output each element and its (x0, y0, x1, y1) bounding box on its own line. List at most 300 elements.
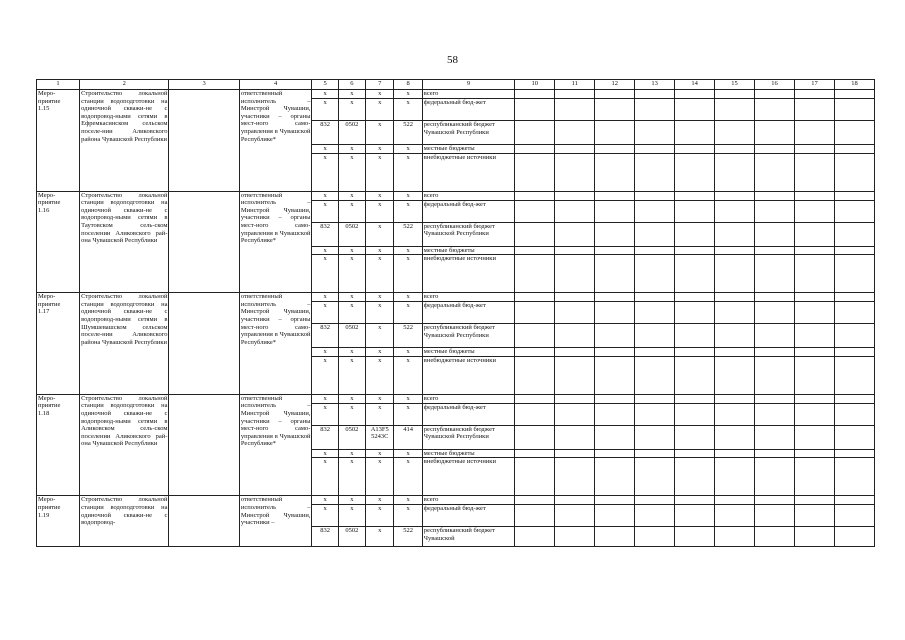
table-row (37, 293, 875, 302)
year-value-cell (675, 222, 715, 246)
year-value-cell (635, 527, 675, 547)
responsible-executor: ответственный исполнитель – Минстрой Чувашии, участники – органы мест-ного само-управления в Чувашской Республике* (239, 191, 312, 293)
year-value-cell (675, 505, 715, 527)
budget-code-c8: 522 (394, 527, 422, 547)
budget-code-c6: 0502 (338, 425, 365, 449)
budget-code-c5: x (312, 403, 338, 425)
year-value-cell (675, 496, 715, 505)
measure-name: Строительство локальной станции водоподготовки на одиночной скважи-не с водопровод-ными сетями в Таутовском сель-ском поселении Аликовского рай-она Чувашской Республики (80, 191, 169, 293)
column-number: 2 (80, 80, 169, 90)
year-value-cell (595, 348, 635, 357)
funding-source: местные бюджеты (422, 449, 515, 458)
budget-code-c7: x (366, 527, 394, 547)
budget-code-c6: x (338, 348, 365, 357)
year-value-cell (675, 403, 715, 425)
year-value-cell (794, 505, 834, 527)
year-value-cell (834, 222, 874, 246)
measure-name: Строительство локальной станции водоподготовки на одиночной скважи-не с водопровод- (80, 496, 169, 547)
empty-cell (169, 394, 239, 496)
year-value-cell (675, 394, 715, 403)
budget-code-c6: x (338, 200, 365, 222)
budget-code-c6: x (338, 496, 365, 505)
year-value-cell (555, 99, 595, 121)
year-value-cell (755, 153, 795, 191)
budget-code-c5: x (312, 200, 338, 222)
empty-cell (169, 90, 239, 192)
year-value-cell (794, 425, 834, 449)
year-value-cell (755, 394, 795, 403)
year-value-cell (675, 293, 715, 302)
year-value-cell (715, 425, 755, 449)
budget-code-c7: x (366, 90, 394, 99)
year-value-cell (715, 505, 755, 527)
funding-source: республиканский бюджет Чувашской (422, 527, 515, 547)
budget-code-c5: x (312, 145, 338, 154)
page-number: 58 (447, 54, 458, 66)
year-value-cell (675, 246, 715, 255)
year-value-cell (595, 356, 635, 394)
budget-code-c6: x (338, 99, 365, 121)
year-value-cell (794, 449, 834, 458)
year-value-cell (794, 121, 834, 145)
year-value-cell (755, 403, 795, 425)
budget-code-c7: x (366, 255, 394, 293)
budget-code-c7: x (366, 505, 394, 527)
year-value-cell (595, 246, 635, 255)
funding-source: внебюджетные источники (422, 356, 515, 394)
year-value-cell (675, 90, 715, 99)
year-value-cell (715, 496, 755, 505)
budget-code-c8: x (394, 449, 422, 458)
budget-code-c7: x (366, 222, 394, 246)
funding-source: республиканский бюджет Чувашской Республики (422, 222, 515, 246)
budget-code-c5: x (312, 356, 338, 394)
year-value-cell (515, 496, 555, 505)
measure-code: Меро- приятие 1.15 (37, 90, 80, 192)
year-value-cell (555, 246, 595, 255)
funding-source: внебюджетные источники (422, 458, 515, 496)
year-value-cell (715, 99, 755, 121)
measure-code: Меро- приятие 1.18 (37, 394, 80, 496)
year-value-cell (515, 293, 555, 302)
budget-code-c8: x (394, 99, 422, 121)
year-value-cell (794, 403, 834, 425)
budget-code-c5: x (312, 153, 338, 191)
year-value-cell (555, 449, 595, 458)
year-value-cell (635, 356, 675, 394)
year-value-cell (834, 324, 874, 348)
year-value-cell (755, 356, 795, 394)
year-value-cell (675, 145, 715, 154)
budget-code-c8: x (394, 145, 422, 154)
year-value-cell (595, 425, 635, 449)
budget-code-c5: x (312, 505, 338, 527)
column-number: 8 (394, 80, 422, 90)
year-value-cell (515, 394, 555, 403)
year-value-cell (715, 449, 755, 458)
year-value-cell (635, 222, 675, 246)
funding-source: республиканский бюджет Чувашской Республики (422, 324, 515, 348)
funding-source: местные бюджеты (422, 145, 515, 154)
funding-source: местные бюджеты (422, 246, 515, 255)
year-value-cell (555, 356, 595, 394)
year-value-cell (595, 145, 635, 154)
budget-code-c6: 0502 (338, 324, 365, 348)
year-value-cell (755, 449, 795, 458)
budget-code-c6: 0502 (338, 527, 365, 547)
column-number: 9 (422, 80, 515, 90)
year-value-cell (595, 449, 635, 458)
year-value-cell (715, 90, 755, 99)
year-value-cell (675, 527, 715, 547)
year-value-cell (515, 425, 555, 449)
year-value-cell (555, 394, 595, 403)
budget-code-c7: x (366, 200, 394, 222)
year-value-cell (834, 246, 874, 255)
budget-code-c5: x (312, 293, 338, 302)
column-number: 11 (555, 80, 595, 90)
column-number: 17 (794, 80, 834, 90)
program-table (36, 79, 875, 547)
year-value-cell (635, 394, 675, 403)
year-value-cell (794, 99, 834, 121)
budget-code-c7: A13F5 5243C (366, 425, 394, 449)
year-value-cell (595, 458, 635, 496)
year-value-cell (635, 324, 675, 348)
year-value-cell (635, 99, 675, 121)
measure-code: Меро- приятие 1.19 (37, 496, 80, 547)
funding-source: внебюджетные источники (422, 153, 515, 191)
measure-name: Строительство локальной станции водоподготовки на одиночной скважи-не с водопровод-ными сетями в Шумшевашском сельском поселе-нии Аликовского района Чувашской Республики (80, 293, 169, 395)
year-value-cell (715, 153, 755, 191)
budget-code-c8: x (394, 458, 422, 496)
year-value-cell (755, 200, 795, 222)
year-value-cell (635, 449, 675, 458)
measure-name: Строительство локальной станции водоподготовки на одиночной скважи-не с водопровод-ными сетями в Аликовском сель-ском поселении Аликовского рай-она Чувашской Республики (80, 394, 169, 496)
year-value-cell (755, 425, 795, 449)
year-value-cell (794, 356, 834, 394)
budget-code-c6: x (338, 505, 365, 527)
year-value-cell (635, 348, 675, 357)
column-number: 3 (169, 80, 239, 90)
funding-source: всего (422, 191, 515, 200)
budget-code-c8: 522 (394, 222, 422, 246)
year-value-cell (595, 324, 635, 348)
budget-code-c7: x (366, 356, 394, 394)
budget-code-c7: x (366, 403, 394, 425)
budget-code-c6: x (338, 145, 365, 154)
year-value-cell (555, 191, 595, 200)
year-value-cell (755, 191, 795, 200)
funding-source: внебюджетные источники (422, 255, 515, 293)
year-value-cell (515, 403, 555, 425)
budget-code-c7: x (366, 246, 394, 255)
year-value-cell (834, 90, 874, 99)
table-row (37, 191, 875, 200)
year-value-cell (675, 449, 715, 458)
year-value-cell (515, 191, 555, 200)
year-value-cell (595, 200, 635, 222)
year-value-cell (755, 222, 795, 246)
table-row (37, 90, 875, 99)
year-value-cell (834, 425, 874, 449)
year-value-cell (555, 425, 595, 449)
budget-code-c6: 0502 (338, 222, 365, 246)
year-value-cell (555, 200, 595, 222)
column-number-row (37, 80, 875, 90)
year-value-cell (595, 255, 635, 293)
year-value-cell (555, 403, 595, 425)
budget-code-c6: x (338, 293, 365, 302)
year-value-cell (635, 246, 675, 255)
year-value-cell (635, 458, 675, 496)
year-value-cell (715, 458, 755, 496)
column-number: 18 (834, 80, 874, 90)
year-value-cell (595, 302, 635, 324)
year-value-cell (715, 293, 755, 302)
budget-code-c5: 832 (312, 222, 338, 246)
year-value-cell (595, 99, 635, 121)
year-value-cell (515, 145, 555, 154)
budget-code-c7: x (366, 449, 394, 458)
column-number: 10 (515, 80, 555, 90)
year-value-cell (794, 200, 834, 222)
budget-code-c8: 414 (394, 425, 422, 449)
year-value-cell (715, 324, 755, 348)
year-value-cell (755, 496, 795, 505)
funding-source: республиканский бюджет Чувашской Республики (422, 121, 515, 145)
year-value-cell (555, 222, 595, 246)
year-value-cell (715, 121, 755, 145)
year-value-cell (834, 200, 874, 222)
year-value-cell (794, 293, 834, 302)
funding-source: федеральный бюд-жет (422, 99, 515, 121)
budget-code-c8: x (394, 403, 422, 425)
year-value-cell (555, 324, 595, 348)
budget-code-c7: x (366, 458, 394, 496)
column-number: 1 (37, 80, 80, 90)
budget-code-c8: x (394, 90, 422, 99)
column-number: 5 (312, 80, 338, 90)
year-value-cell (675, 356, 715, 394)
year-value-cell (515, 302, 555, 324)
year-value-cell (595, 222, 635, 246)
year-value-cell (755, 505, 795, 527)
year-value-cell (715, 255, 755, 293)
year-value-cell (675, 302, 715, 324)
budget-code-c5: x (312, 255, 338, 293)
budget-code-c5: 832 (312, 425, 338, 449)
column-number: 7 (366, 80, 394, 90)
budget-code-c7: x (366, 153, 394, 191)
year-value-cell (755, 145, 795, 154)
year-value-cell (515, 121, 555, 145)
budget-code-c7: x (366, 324, 394, 348)
year-value-cell (794, 394, 834, 403)
budget-code-c5: x (312, 449, 338, 458)
responsible-executor: ответственный исполнитель – Минстрой Чувашии, участники – органы мест-ного само-управления в Чувашской Республике* (239, 394, 312, 496)
year-value-cell (515, 255, 555, 293)
funding-source: федеральный бюд-жет (422, 200, 515, 222)
year-value-cell (595, 90, 635, 99)
column-number: 6 (338, 80, 365, 90)
budget-code-c5: x (312, 394, 338, 403)
funding-source: федеральный бюд-жет (422, 403, 515, 425)
budget-code-c7: x (366, 394, 394, 403)
budget-code-c6: x (338, 394, 365, 403)
budget-code-c8: x (394, 153, 422, 191)
year-value-cell (794, 302, 834, 324)
year-value-cell (635, 505, 675, 527)
year-value-cell (675, 458, 715, 496)
year-value-cell (595, 527, 635, 547)
year-value-cell (755, 527, 795, 547)
year-value-cell (555, 496, 595, 505)
year-value-cell (595, 293, 635, 302)
year-value-cell (794, 255, 834, 293)
year-value-cell (515, 356, 555, 394)
year-value-cell (515, 449, 555, 458)
year-value-cell (675, 99, 715, 121)
budget-code-c6: x (338, 302, 365, 324)
budget-code-c8: x (394, 302, 422, 324)
budget-code-c8: x (394, 293, 422, 302)
year-value-cell (595, 191, 635, 200)
year-value-cell (715, 302, 755, 324)
year-value-cell (715, 222, 755, 246)
year-value-cell (834, 449, 874, 458)
year-value-cell (755, 90, 795, 99)
year-value-cell (675, 348, 715, 357)
year-value-cell (755, 293, 795, 302)
year-value-cell (755, 246, 795, 255)
year-value-cell (794, 324, 834, 348)
year-value-cell (595, 153, 635, 191)
budget-code-c6: x (338, 403, 365, 425)
year-value-cell (555, 302, 595, 324)
year-value-cell (834, 348, 874, 357)
year-value-cell (715, 191, 755, 200)
budget-code-c5: x (312, 348, 338, 357)
year-value-cell (794, 191, 834, 200)
year-value-cell (595, 394, 635, 403)
year-value-cell (794, 222, 834, 246)
year-value-cell (635, 403, 675, 425)
year-value-cell (715, 200, 755, 222)
column-number: 14 (675, 80, 715, 90)
budget-code-c5: x (312, 246, 338, 255)
year-value-cell (635, 425, 675, 449)
year-value-cell (755, 121, 795, 145)
responsible-executor: ответственный исполнитель – Минстрой Чувашии, участники – органы мест-ного само-управления в Чувашской Республике* (239, 293, 312, 395)
year-value-cell (834, 356, 874, 394)
year-value-cell (834, 527, 874, 547)
measure-code: Меро- приятие 1.17 (37, 293, 80, 395)
year-value-cell (515, 348, 555, 357)
year-value-cell (834, 255, 874, 293)
column-number: 15 (715, 80, 755, 90)
responsible-executor: ответственный исполнитель – Минстрой Чувашии, участники – (239, 496, 312, 547)
year-value-cell (755, 302, 795, 324)
empty-cell (169, 191, 239, 293)
year-value-cell (715, 348, 755, 357)
year-value-cell (635, 121, 675, 145)
year-value-cell (555, 527, 595, 547)
year-value-cell (675, 200, 715, 222)
funding-source: местные бюджеты (422, 348, 515, 357)
budget-code-c6: x (338, 255, 365, 293)
year-value-cell (675, 121, 715, 145)
year-value-cell (715, 246, 755, 255)
year-value-cell (595, 505, 635, 527)
budget-code-c6: x (338, 191, 365, 200)
year-value-cell (555, 90, 595, 99)
year-value-cell (794, 145, 834, 154)
measure-name: Строительство локальной станции водоподготовки на одиночной скважи-не с водопровод-ными сетями в Ефремкасинском сельском поселе-нии Аликовского района Чувашской Республики (80, 90, 169, 192)
budget-code-c5: 832 (312, 121, 338, 145)
year-value-cell (515, 505, 555, 527)
year-value-cell (834, 99, 874, 121)
year-value-cell (834, 458, 874, 496)
budget-code-c7: x (366, 99, 394, 121)
funding-source: всего (422, 394, 515, 403)
year-value-cell (794, 246, 834, 255)
year-value-cell (834, 505, 874, 527)
year-value-cell (635, 496, 675, 505)
year-value-cell (675, 255, 715, 293)
year-value-cell (635, 191, 675, 200)
budget-code-c7: x (366, 496, 394, 505)
year-value-cell (555, 255, 595, 293)
year-value-cell (715, 527, 755, 547)
budget-code-c8: x (394, 496, 422, 505)
funding-source: всего (422, 90, 515, 99)
budget-code-c5: x (312, 99, 338, 121)
year-value-cell (555, 121, 595, 145)
budget-code-c5: x (312, 302, 338, 324)
year-value-cell (834, 394, 874, 403)
budget-code-c5: x (312, 496, 338, 505)
budget-code-c5: x (312, 458, 338, 496)
budget-code-c7: x (366, 145, 394, 154)
year-value-cell (515, 200, 555, 222)
year-value-cell (635, 302, 675, 324)
year-value-cell (555, 348, 595, 357)
year-value-cell (635, 90, 675, 99)
year-value-cell (595, 496, 635, 505)
year-value-cell (675, 425, 715, 449)
year-value-cell (515, 99, 555, 121)
year-value-cell (794, 153, 834, 191)
year-value-cell (755, 348, 795, 357)
column-number: 13 (635, 80, 675, 90)
measure-code: Меро- приятие 1.16 (37, 191, 80, 293)
year-value-cell (675, 324, 715, 348)
empty-cell (169, 496, 239, 547)
year-value-cell (635, 255, 675, 293)
year-value-cell (794, 90, 834, 99)
year-value-cell (834, 121, 874, 145)
budget-code-c7: x (366, 348, 394, 357)
budget-code-c7: x (366, 191, 394, 200)
budget-code-c8: x (394, 191, 422, 200)
year-value-cell (635, 145, 675, 154)
funding-source: всего (422, 293, 515, 302)
year-value-cell (515, 222, 555, 246)
budget-code-c5: 832 (312, 324, 338, 348)
year-value-cell (715, 403, 755, 425)
year-value-cell (555, 153, 595, 191)
